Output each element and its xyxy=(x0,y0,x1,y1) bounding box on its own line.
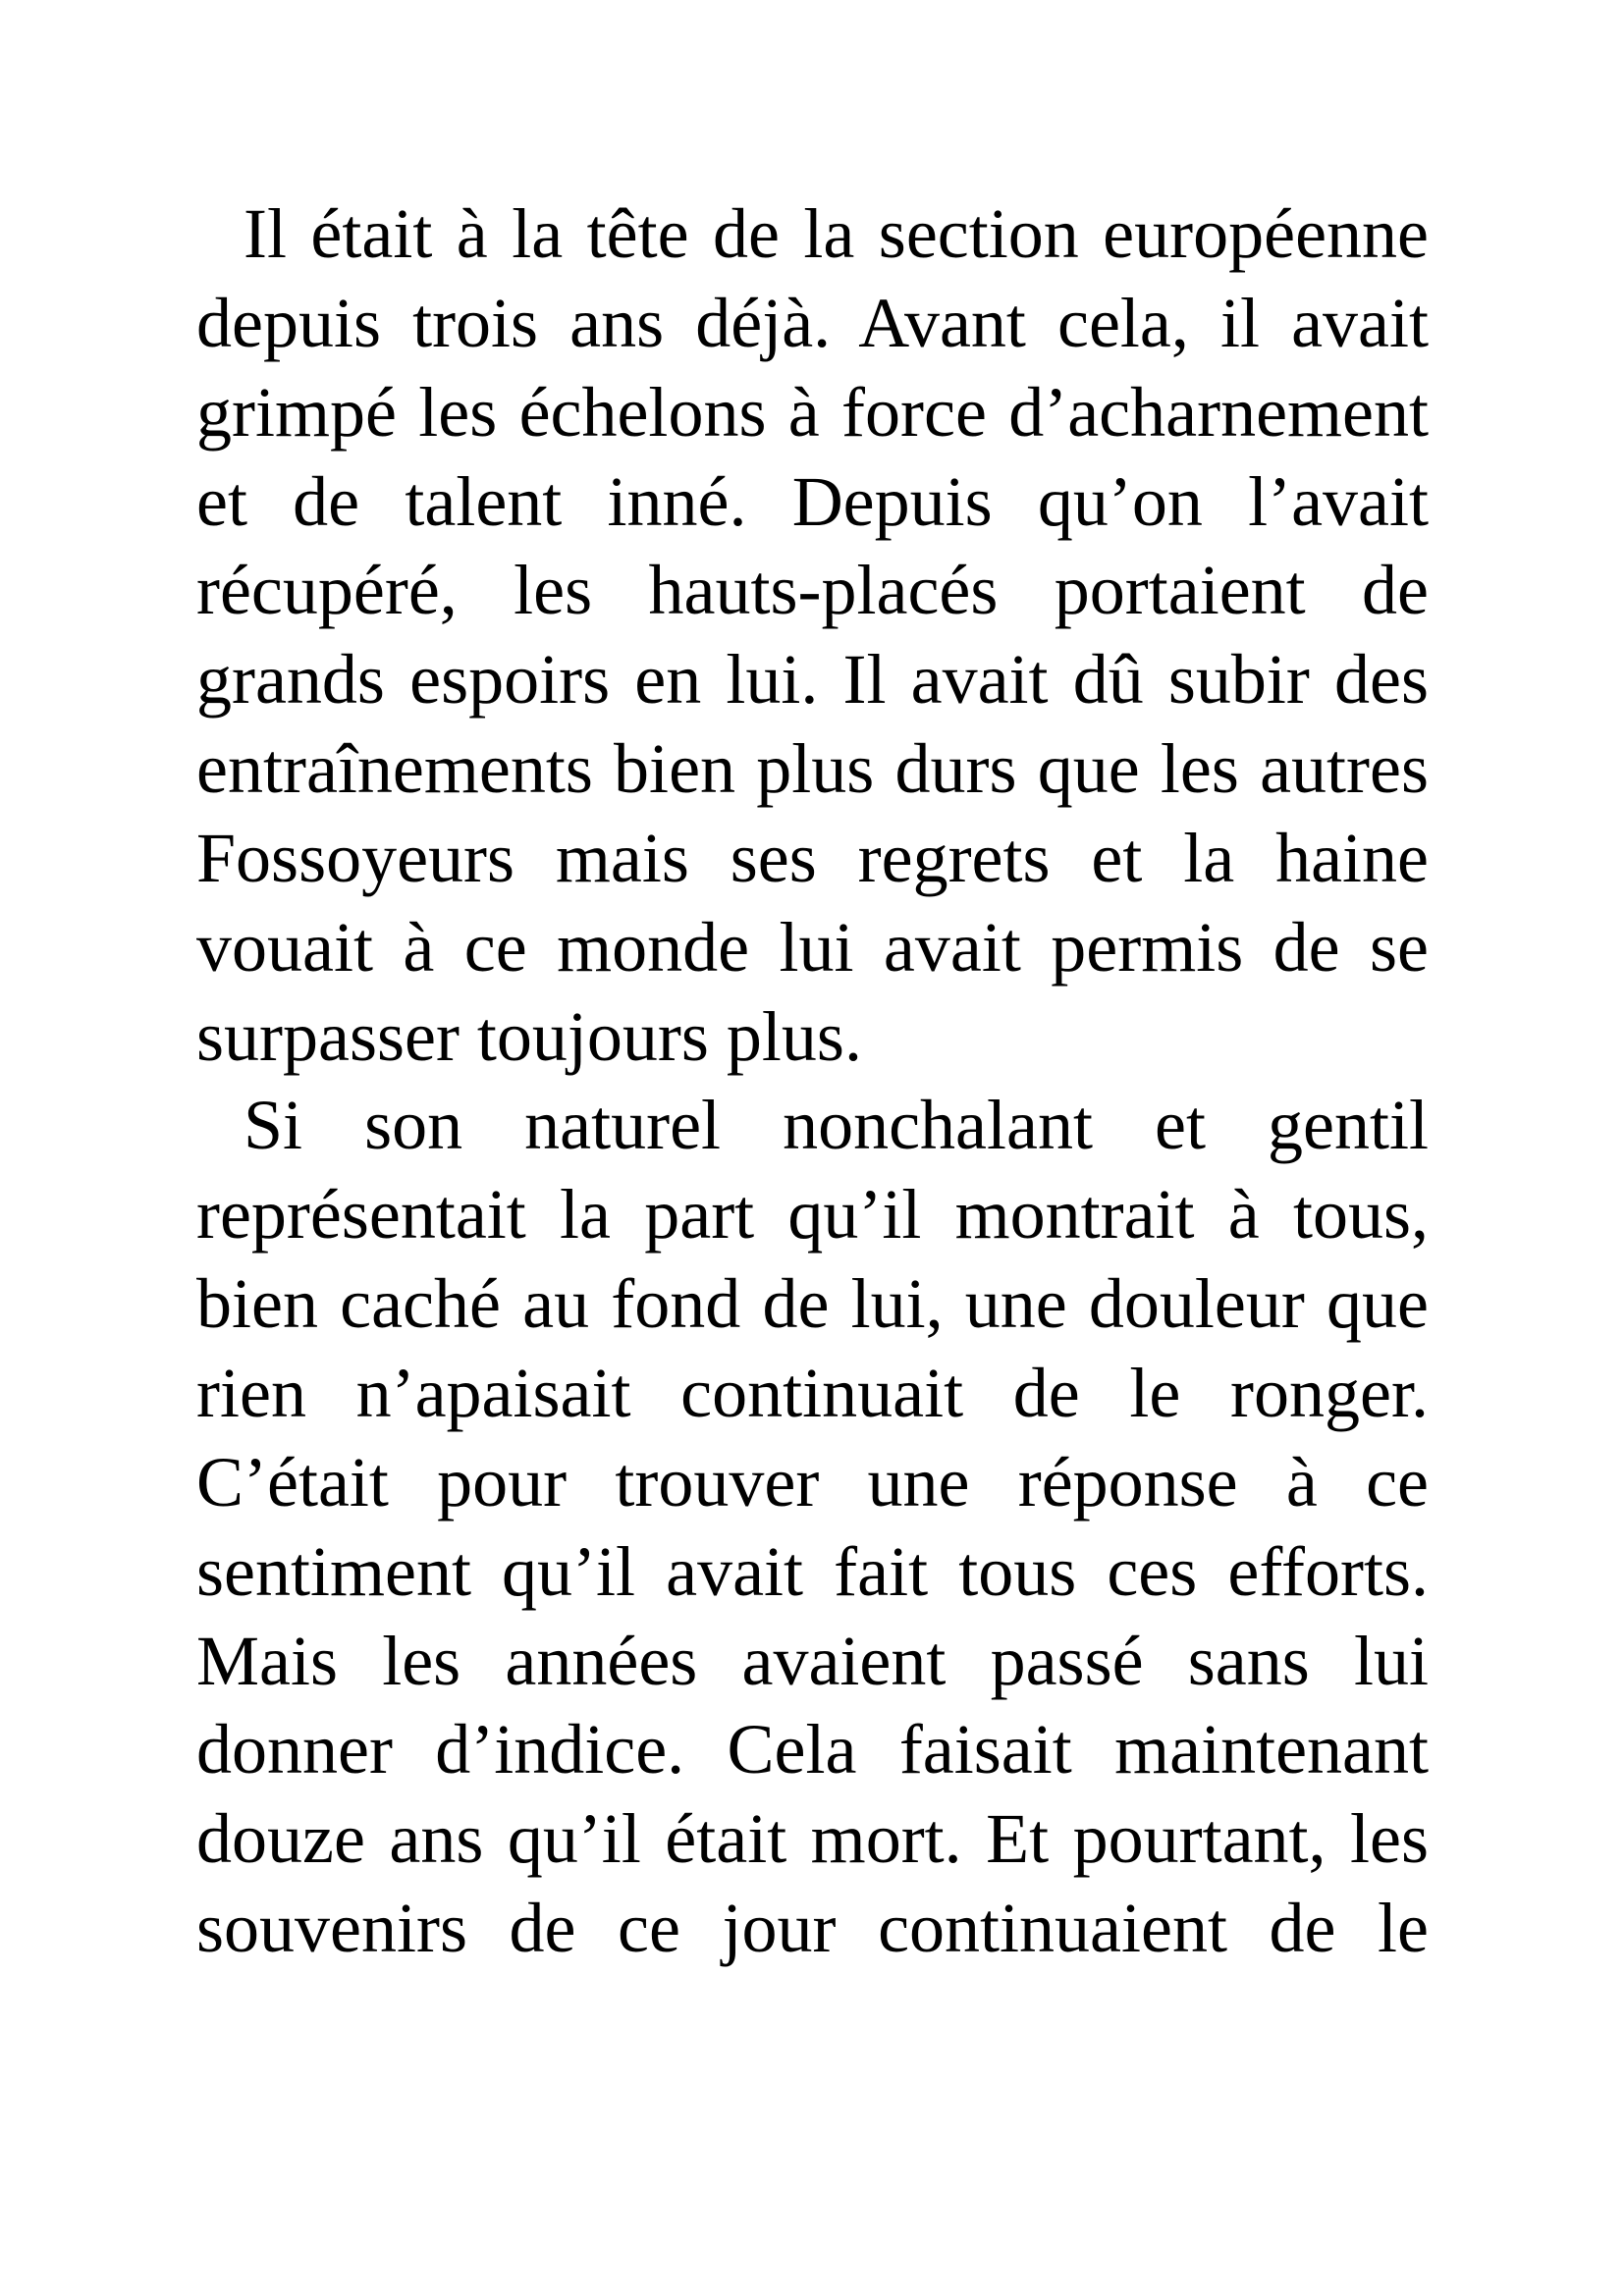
paragraph-2 xyxy=(196,1081,1429,1972)
text-line: Il était à la tête de la section européenne xyxy=(244,194,1429,273)
text-line: récupéré, les hauts-placés portaient de xyxy=(196,551,1429,630)
text-line: représentait la part qu’il montrait à tous, xyxy=(196,1175,1429,1255)
text-line: grimpé les échelons à force d’acharnement xyxy=(196,372,1429,452)
text-line: grands espoirs en lui. Il avait dû subir des xyxy=(196,640,1429,720)
paragraph-1 xyxy=(196,189,1429,1081)
text-line: Si son naturel nonchalant et gentil xyxy=(244,1086,1429,1165)
text-line: entraînements bien plus durs que les autres xyxy=(196,729,1429,809)
text-line: souvenirs de ce jour continuaient de le xyxy=(196,1889,1429,1968)
text-line: et de talent inné. Depuis qu’on l’avait xyxy=(196,461,1429,541)
text-line: Mais les années avaient passé sans lui xyxy=(196,1621,1429,1700)
text-line: rien n’apaisait continuait de le ronger. xyxy=(196,1353,1429,1432)
text-line: surpasser toujours plus. xyxy=(196,996,862,1076)
text-line: Fossoyeurs mais ses regrets et la haine xyxy=(196,818,1429,897)
text-line: depuis trois ans déjà. Avant cela, il avait xyxy=(196,283,1429,362)
text-line: C’était pour trouver une réponse à ce xyxy=(196,1442,1429,1522)
text-line: sentiment qu’il avait fait tous ces efforts. xyxy=(196,1531,1429,1611)
text-line: donner d’indice. Cela faisait maintenant xyxy=(196,1710,1429,1789)
text-line: bien caché au fond de lui, une douleur que xyxy=(196,1264,1429,1344)
body-text xyxy=(196,189,1429,1973)
text-line: douze ans qu’il était mort. Et pourtant, les xyxy=(196,1799,1429,1879)
text-line: vouait à ce monde lui avait permis de se xyxy=(196,907,1429,987)
